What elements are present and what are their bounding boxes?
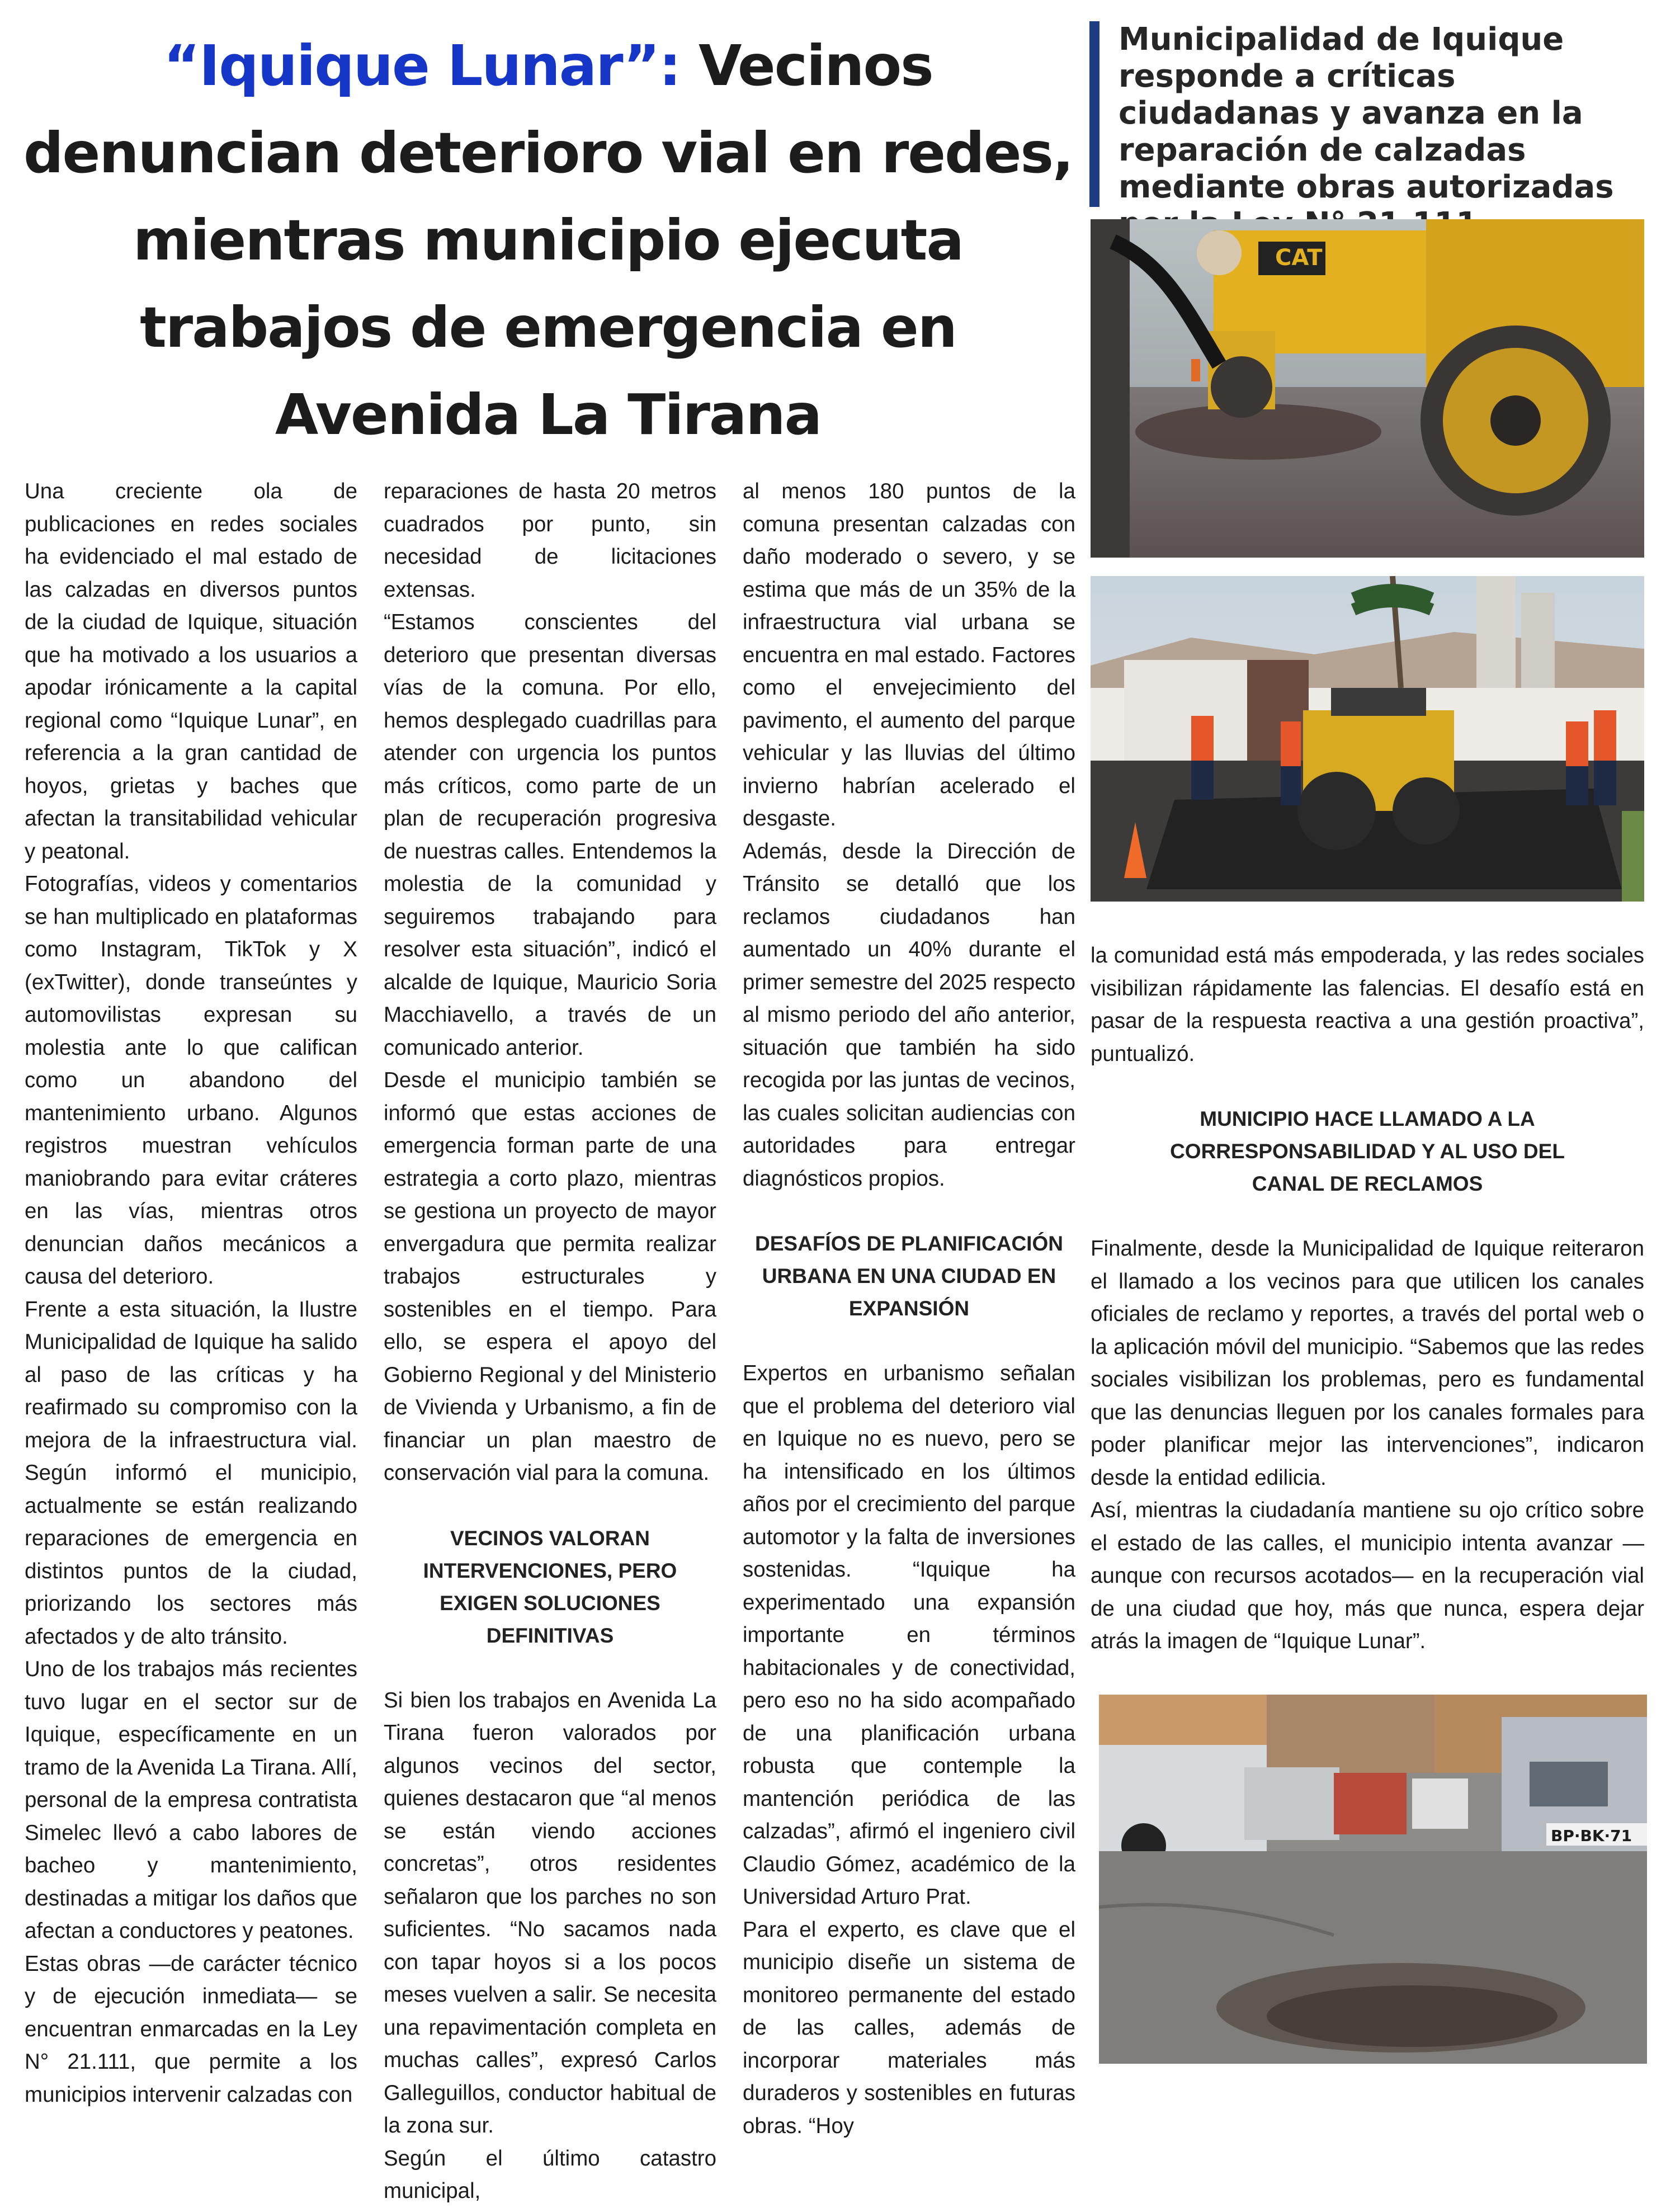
paragraph: Así, mientras la ciudadanía mantiene su ojo crítico sobre el estado de las calles, el municipio intenta avanzar —aunque con recursos acotados— en la recuperación vial de una ciudad que hoy, más que nunca, espera dejar atrás la imagen de “Iquique Lunar”.: [1091, 1498, 1644, 1653]
paragraph: Expertos en urbanismo señalan que el problema del deterioro vial en Iquique no es nuevo, pero se ha intensificado en los últimos años por el crecimiento del parque automotor y la falta de inversiones sostenidas. “Iquique ha experimentado una expansión importante en términos habitacionales y de conectividad, pero eso no ha sido acompañado de una planificación urbana robusta que contemple la mantención periódica de las calzadas”, afirmó el ingeniero civil Claudio Gómez, académico de la Universidad Arturo Prat.: [743, 1361, 1075, 1909]
paragraph: la comunidad está más empoderada, y las redes sociales visibilizan rápidamente las falencias. El desafío está en pasar de la respuesta reactiva a una gestión proactiva”, puntualizó.: [1091, 943, 1644, 1066]
paragraph: Para el experto, es clave que el municipio diseñe un sistema de monitoreo permanente del estado de las calles, además de incorporar materiales más duraderos y sostenibles en futuras obras. “Hoy: [743, 1917, 1075, 2138]
article-column-3: [743, 475, 1075, 2143]
section-heading-municipio: MUNICIPIO HACE LLAMADO A LA CORRESPONSABILIDAD Y AL USO DEL CANAL DE RECLAMOS: [1170, 1107, 1565, 1195]
sidebar-headline: Municipalidad de Iquique responde a críticas ciudadanas y avanza en la reparación de calzadas mediante obras autorizadas: [1119, 21, 1614, 205]
article-column-1: [25, 475, 357, 2111]
article-column-4: [1091, 940, 1644, 1658]
paragraph: Frente a esta situación, la Ilustre Municipalidad de Iquique ha salido al paso de las críticas y ha reafirmado su compromiso con la mejora de la infraestructura vial. Según informó el municipio, actualmente se están realizando reparaciones de emergencia en distintos puntos de la ciudad, priorizando los sectores más afectados y de alto tránsito.: [25, 1297, 357, 1649]
section-heading-desafios: DESAFÍOS DE PLANIFICACIÓN URBANA EN UNA CIUDAD EN EXPANSIÓN: [755, 1232, 1063, 1320]
main-headline: [22, 22, 1074, 459]
paragraph: Una creciente ola de publicaciones en redes sociales ha evidenciado el mal estado de las calzadas en diversos puntos de la ciudad de Iquique, situación que ha motivado a los usuarios a apodar irónicamente a la capital regional como “Iquique Lunar”, en referencia a la gran cantidad de hoyos, grietas y baches que afectan la transitabilidad vehicular y peatonal.: [25, 479, 357, 864]
paragraph: “Estamos conscientes del deterioro que presentan diversas vías de la comuna. Por ello, hemos desplegado cuadrillas para atender con urgencia los puntos más críticos, como parte de un plan de recuperación progresiva de nuestras calles. Entendemos la molestia de la comunidad y seguiremos trabajando para resolver esta situación”, indicó el alcalde de Iquique, Mauricio Soria Macchiavello, a través de un comunicado anterior.: [384, 610, 716, 1060]
road-roller-photo: [1091, 219, 1644, 558]
paragraph: Estas obras —de carácter técnico y de ejecución inmediata— se encuentran enmarcadas en la Ley N° 21.111, que permite a los municipios intervenir calzadas con: [25, 1951, 357, 2107]
headline-accent: “Iquique Lunar”:: [163, 33, 681, 98]
car-plate-text: BP·BK·71: [1551, 1827, 1632, 1845]
paragraph: Uno de los trabajos más recientes tuvo lugar en el sector sur de Iquique, específicamente en un tramo de la Avenida La Tirana. Allí, personal de la empresa contratista Simelec llevó a cabo labores de bacheo y mantenimiento, destinadas a mitigar los daños que afectan a conductores y peatones.: [25, 1657, 357, 1943]
section-heading-vecinos: VECINOS VALORAN INTERVENCIONES, PERO EXIGEN SOLUCIONES DEFINITIVAS: [423, 1526, 677, 1647]
paragraph: Desde el municipio también se informó que estas acciones de emergencia forman parte de una estrategia a corto plazo, mientras se gestiona un proyecto de mayor envergadura que permita realizar trabajos estructurales y sostenibles en el tiempo. Para ello, se espera el apoyo del Gobierno Regional y del Ministerio de Vivienda y Urbanismo, a fin de financiar un plan maestro de conservación vial para la comuna.: [384, 1068, 716, 1485]
pothole-photo: [1099, 1695, 1647, 2064]
roller-brand-text: CAT: [1275, 245, 1323, 271]
paragraph: Además, desde la Dirección de Tránsito se detalló que los reclamos ciudadanos han aumentado un 40% durante el primer semestre del 2025 respecto al mismo periodo del año anterior, situación que también ha sido recogida por las juntas de vecinos, las cuales solicitan audiencias con autoridades para entregar diagnósticos propios.: [743, 839, 1075, 1191]
paragraph: Fotografías, videos y comentarios se han multiplicado en plataformas como Instagram, TikTok y X (exTwitter), donde transeúntes y automovilistas expresan su molestia ante lo que califican como un abandono del mantenimiento urbano. Algunos registros muestran vehículos maniobrando para evitar cráteres en las vías, mientras otros denuncian daños mecánicos a causa del deterioro.: [25, 872, 357, 1289]
road-crew-photo: [1091, 576, 1644, 902]
paragraph: Según el último catastro municipal,: [384, 2146, 716, 2203]
paragraph: Finalmente, desde la Municipalidad de Iquique reiteraron el llamado a los vecinos para que utilicen los canales oficiales de reclamo y reportes, a través del portal web o la aplicación móvil del municipio. “Sabemos que las redes sociales visibilizan los problemas, pero es fundamental que las denuncias lleguen por los canales formales para poder planificar mejor las intervenciones”, indicaron desde la entidad edilicia.: [1091, 1237, 1644, 1490]
headline-rest: Vecinos denuncian deterioro vial en redes, mientras municipio ejecuta trabajos de emergencia en Avenida La Tirana: [23, 33, 1073, 447]
paragraph: reparaciones de hasta 20 metros cuadrados por punto, sin necesidad de licitaciones extensas.: [384, 479, 716, 602]
article-column-2: [384, 475, 716, 2208]
paragraph: al menos 180 puntos de la comuna presentan calzadas con daño moderado o severo, y se estima que más de un 35% de la infraestructura vial urbana se encuentra en mal estado. Factores como el envejecimiento del pavimento, el aumento del parque vehicular y las lluvias del último invierno habrían acelerado el desgaste.: [743, 479, 1075, 831]
paragraph: Si bien los trabajos en Avenida La Tirana fueron valorados por algunos vecinos del sector, quienes destacaron que “al menos se están viendo acciones concretas”, otros residentes señalaron que los parches no son suficientes. “No sacamos nada con tapar hoyos si a los pocos meses vuelven a salir. Se necesita una repavimentación completa en muchas calles”, expresó Carlos Galleguillos, conductor habitual de la zona sur.: [384, 1688, 716, 2138]
sidebar-headline-box: [1089, 21, 1654, 207]
